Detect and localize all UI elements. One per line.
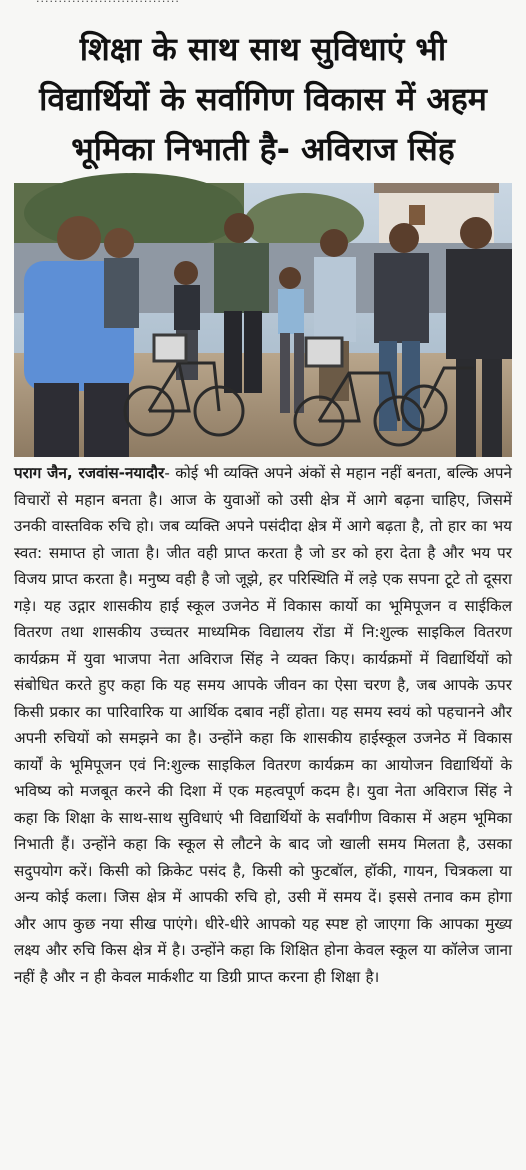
photo-illustration bbox=[14, 183, 512, 457]
headline-line-2: विद्यार्थियों के सर्वागिण विकास में अहम bbox=[39, 80, 487, 118]
headline-line-3: भूमिका निभाती है- अविराज सिंह bbox=[71, 130, 455, 168]
article-byline: पराग जैन, रजवांस-नयादौर bbox=[14, 464, 165, 482]
headline-line-1: शिक्षा के साथ साथ सुविधाएं भी bbox=[79, 30, 447, 68]
building-roof bbox=[374, 183, 499, 193]
headline bbox=[10, 24, 516, 174]
news-photo bbox=[14, 183, 512, 457]
article-text: - कोई भी व्यक्ति अपने अंकों से महान नहीं बनता, बल्कि अपने विचारों से महान बनता है। आज के युवाओं को उसी क्षेत्र में आगे बढ़ना चाहिए, जिसमें उनकी वास्तविक रुचि हो। जब व्यक्ति अपने पसंदीदा क्षेत्र में आगे बढ़ता है, तो हार का भय स्वत: समाप्त हो जाता है। जीत वही प्राप्त करता है जो डर को हरा देता है और भय पर विजय प्राप्त करता है। मनुष्य वही है जो जूझे, हर परिस्थिति में लड़े एक सपना टूटे तो दूसरा गड़े। यह उद्गार शासकीय हाई स्कूल उजनेठ में विकास कार्यो का भूमिपूजन व साईकिल वितरण तथा शासकीय उच्चतर माध्यमिक विद्यालय रोंडा में नि:शुल्क साइकिल वितरण कार्यक्रम में युवा भाजपा नेता अविराज सिंह ने व्यक्त किए। कार्यक्रमों में विद्यार्थियों को संबोधित करते हुए कहा कि यह समय आपके जीवन का ऐसा चरण है, जब आपके ऊपर किसी प्रकार का पारिवारिक या आर्थिक दबाव नहीं होता। यह समय स्वयं को पहचानने और अपनी रुचियों को समझने का है। उन्होंने कहा कि शासकीय हाईस्कूल उजनेठ में विकास कार्यों के भूमिपूजन एवं नि:शुल्क साइकिल वितरण कार्यक्रम का आयोजन विद्यार्थियों के भविष्य को मजबूत करने की दिशा में एक महत्वपूर्ण कदम है। युवा नेता अविराज सिंह ने कहा कि शिक्षा के साथ-साथ सुविधाएं भी विद्यार्थियों के सर्वांगीण विकास में अहम भूमिका निभाती हैं। उन्होंने कहा कि स्कूल से लौटने के बाद जो खाली समय मिलता है, उसका सदुपयोग करें। किसी को क्रिकेट पसंद है, किसी को फुटबॉल, हॉकी, गायन, चित्रकला या अन्य कोई कला। जिस क्षेत्र में आपकी रुचि हो, उसी में समय दें। इससे तनाव कम होगा और आप कुछ नया सीख पाएंगे। धीरे-धीरे आपको यह स्पष्ट हो जाएगा कि आपका मुख्य लक्ष्य और रुचि किस क्षेत्र में है। उन्होंने कहा कि शिक्षित होना केवल स्कूल या कॉलेज जाना नहीं है और न ही केवल मार्कशीट या डिग्री प्राप्त करना ही शिक्षा है। bbox=[14, 464, 512, 986]
person-behind bbox=[104, 228, 139, 328]
building-window bbox=[409, 205, 425, 225]
clipped-previous-header bbox=[0, 0, 526, 14]
clipped-header-text bbox=[36, 0, 526, 5]
tree-canopy bbox=[24, 173, 244, 253]
article-body bbox=[14, 460, 512, 990]
